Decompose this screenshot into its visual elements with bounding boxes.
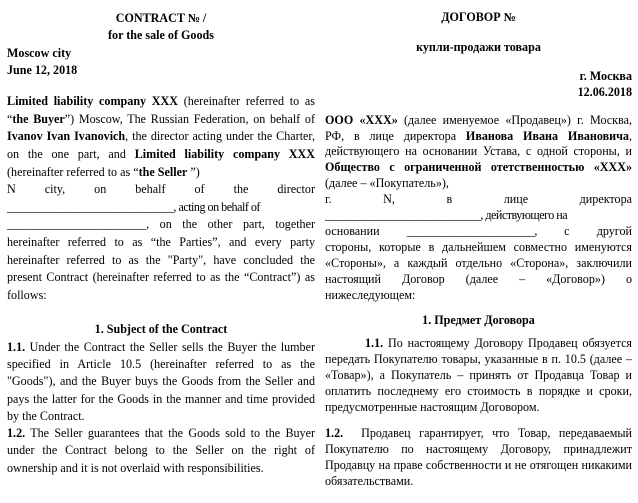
en-buyer-director: Ivanov Ivan Ivanovich <box>7 129 126 144</box>
en-preamble-blank-line: ______________________________, acting on behalf of <box>7 199 260 214</box>
ru-section-1-heading: 1. Предмет Договора <box>422 312 535 327</box>
english-column <box>7 0 315 477</box>
en-seller-company: Limited liability company XXX <box>134 146 316 161</box>
russian-column <box>325 0 632 490</box>
ru-buyer-company: Общество с ограниченной отетственностью «ХХХ» <box>325 160 632 175</box>
en-city: Moscow city <box>7 45 72 60</box>
ru-preamble: ООО «ХХХ» (далее именуемое «Продавец») г. Москва, РФ, в лице директора Иванова Ивана Ивановича, действующего на основании Устава, с одной стороны, и Общество с ограниченной отетственностью «ХХХ» (далее – «Покупатель»), <box>325 112 633 191</box>
en-clause-1-1: 1.1. Under the Contract the Seller sells the Buyer the lumber specified in Article 10.5 (hereinafter referred to as the "Goods"), and the Buyer buys the Goods from the Seller and pays the latter for the Goods in the manner and time provided by the Contract. <box>7 339 315 423</box>
en-subtitle: for the sale of Goods <box>108 28 214 43</box>
en-clause-1-2: 1.2. The Seller guarantees that the Goods sold to the Buyer under the Contract belong to the Seller on the right of ownership and it is not overlaid with responsibilities. <box>7 426 315 475</box>
ru-seller-company: ООО «ХХХ» <box>325 112 398 127</box>
en-preamble-city-line: N city, on behalf of the director <box>7 182 315 197</box>
ru-clause-1-1: 1.1. По настоящему Договору Продавец обязуется передать Покупателю товары, указанные в п. 10.5 (далее – «Товар»), а Покупатель – принять от Продавца Товар и оплатить последнему его стоимость в порядке и сроки, предусмотренные настоящим Договором. <box>325 336 632 415</box>
en-title: CONTRACT № / <box>115 11 207 25</box>
ru-director: Иванова Ивана Ивановича <box>465 128 629 143</box>
ru-preamble-basis-line: основании _______________________, с другой <box>325 223 632 238</box>
ru-preamble-end: стороны, которые в дальнейшем совместно именуются «Стороны», а каждый отдельно «Сторона», заключили настоящий Договор (далее – «Договор») о нижеследующем: <box>325 239 632 302</box>
ru-subtitle: купли-продажи товара <box>416 39 541 54</box>
en-section-1-heading: 1. Subject of the Contract <box>94 322 228 337</box>
en-preamble: Limited liability company XXX (hereinafter referred to as “the Buyer”) Moscow, The Russian Federation, on behalf of Ivanov Ivan Ivanovich, the director acting under the Charter, on the one part, and Limited liability company XXX (hereinafter referred to as “the Seller ”) <box>7 94 316 179</box>
en-seller-term: the Seller <box>138 164 188 179</box>
ru-title: ДОГОВОР № <box>441 10 516 24</box>
en-buyer-term: the Buyer <box>12 111 65 126</box>
ru-city: г. Москва <box>579 68 632 83</box>
en-preamble-end: _______________________, on the other part, together hereinafter referred to as “the Parties”, and every party hereinafter referred to as the "Party", have concluded the present Contract (hereinafter referred to as the “Contract”) as follows: <box>7 217 315 302</box>
en-date: June 12, 2018 <box>7 62 78 77</box>
ru-date: 12.06.2018 <box>577 84 632 99</box>
ru-clause-1-2: 1.2. Продавец гарантирует, что Товар, передаваемый Покупателю по настоящему Договору, принадлежит Продавцу на праве собственности и не отягощен никакими обязательствами. <box>325 425 632 488</box>
en-buyer-company: Limited liability company XXX <box>7 94 179 109</box>
ru-preamble-city-line: г. N, в лице директора <box>325 192 632 207</box>
ru-preamble-blank-line: ____________________________, действующего на <box>325 208 568 223</box>
